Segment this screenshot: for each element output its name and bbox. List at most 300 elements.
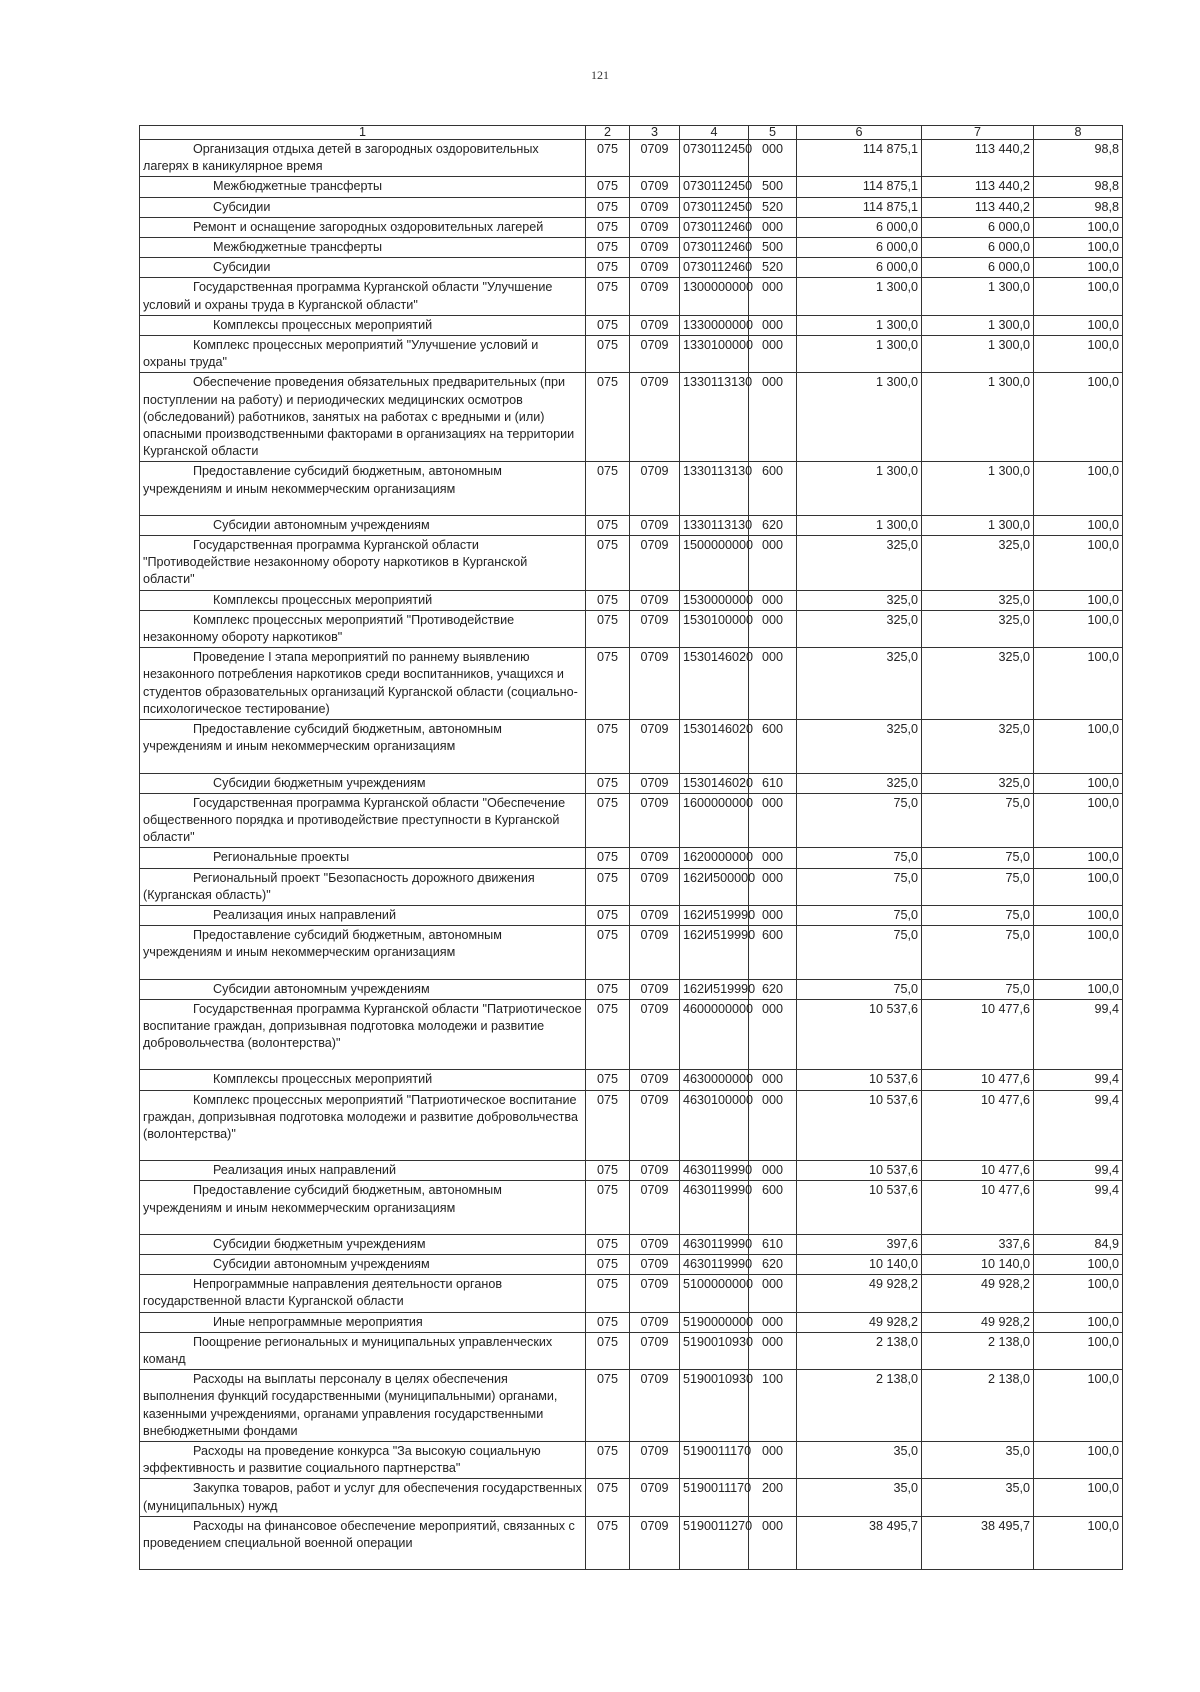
percent-cell: 98,8 (1034, 197, 1123, 217)
plan-value-cell: 10 537,6 (797, 999, 922, 1070)
actual-value-cell: 6 000,0 (922, 258, 1034, 278)
item-name: Межбюджетные трансферты (213, 240, 383, 255)
percent-cell: 99,4 (1034, 999, 1123, 1070)
percent-cell: 100,0 (1034, 515, 1123, 535)
column-header: 5 (749, 126, 797, 140)
plan-value-cell: 1 300,0 (797, 462, 922, 515)
table-row (140, 373, 1123, 462)
expense-type-cell: 000 (749, 1312, 797, 1332)
plan-value-cell: 35,0 (797, 1479, 922, 1516)
percent-cell: 99,4 (1034, 1070, 1123, 1090)
plan-value-cell: 75,0 (797, 905, 922, 925)
section-code-cell: 0709 (630, 1161, 680, 1181)
item-name: Реализация иных направлений (213, 907, 396, 922)
column-header: 8 (1034, 126, 1123, 140)
actual-value-cell: 1 300,0 (922, 515, 1034, 535)
column-header: 1 (140, 126, 586, 140)
item-name-cell (140, 1332, 586, 1369)
item-name: Иные непрограммные мероприятия (213, 1314, 423, 1329)
actual-value-cell: 10 477,6 (922, 1161, 1034, 1181)
table-row (140, 1442, 1123, 1479)
percent-cell: 100,0 (1034, 1275, 1123, 1312)
section-code-cell: 0709 (630, 999, 680, 1070)
actual-value-cell: 49 928,2 (922, 1312, 1034, 1332)
department-code-cell: 075 (586, 258, 630, 278)
actual-value-cell: 325,0 (922, 536, 1034, 591)
item-name: Региональные проекты (213, 850, 350, 865)
section-code-cell: 0709 (630, 238, 680, 258)
expense-type-cell: 000 (749, 315, 797, 335)
expense-type-cell: 000 (749, 336, 797, 373)
expense-type-cell: 520 (749, 197, 797, 217)
expense-type-cell: 000 (749, 536, 797, 591)
section-code-cell: 0709 (630, 1332, 680, 1369)
actual-value-cell: 1 300,0 (922, 315, 1034, 335)
department-code-cell: 075 (586, 536, 630, 591)
department-code-cell: 075 (586, 140, 630, 177)
item-name: Проведение I этапа мероприятий по раннему выявлению незаконного потребления наркотиков среди воспитанников, учащихся и студентов образовательных организаций Курганской области (социально-психологическое тестирование) (143, 650, 578, 716)
item-name: Закупка товаров, работ и услуг для обеспечения государственных (муниципальных) нужд (143, 1481, 582, 1513)
percent-cell: 100,0 (1034, 590, 1123, 610)
item-name: Государственная программа Курганской области "Улучшение условий и охраны труда в Курганской области" (143, 280, 553, 312)
actual-value-cell: 6 000,0 (922, 217, 1034, 237)
item-name-cell (140, 373, 586, 462)
target-article-cell: 5190011170 (680, 1479, 749, 1516)
table-row (140, 1161, 1123, 1181)
target-article-cell: 1330113130 (680, 515, 749, 535)
table-row (140, 1275, 1123, 1312)
plan-value-cell: 325,0 (797, 610, 922, 647)
section-code-cell: 0709 (630, 1312, 680, 1332)
department-code-cell: 075 (586, 373, 630, 462)
department-code-cell: 075 (586, 1516, 630, 1569)
percent-cell: 100,0 (1034, 720, 1123, 773)
department-code-cell: 075 (586, 590, 630, 610)
expense-type-cell: 000 (749, 278, 797, 315)
department-code-cell: 075 (586, 1181, 630, 1234)
section-code-cell: 0709 (630, 979, 680, 999)
table-row (140, 1254, 1123, 1274)
expense-type-cell: 200 (749, 1479, 797, 1516)
table-row (140, 1234, 1123, 1254)
department-code-cell: 075 (586, 848, 630, 868)
target-article-cell: 162И519990 (680, 905, 749, 925)
item-name-cell (140, 140, 586, 177)
percent-cell: 84,9 (1034, 1234, 1123, 1254)
department-code-cell: 075 (586, 197, 630, 217)
department-code-cell: 075 (586, 1070, 630, 1090)
table-row (140, 979, 1123, 999)
expense-type-cell: 000 (749, 999, 797, 1070)
expense-type-cell: 100 (749, 1370, 797, 1442)
item-name-cell (140, 515, 586, 535)
table-row (140, 773, 1123, 793)
plan-value-cell: 10 537,6 (797, 1181, 922, 1234)
plan-value-cell: 6 000,0 (797, 258, 922, 278)
percent-cell: 99,4 (1034, 1090, 1123, 1161)
department-code-cell: 075 (586, 336, 630, 373)
section-code-cell: 0709 (630, 197, 680, 217)
percent-cell: 100,0 (1034, 315, 1123, 335)
target-article-cell: 5190010930 (680, 1370, 749, 1442)
plan-value-cell: 35,0 (797, 1442, 922, 1479)
item-name: Субсидии автономным учреждениям (213, 517, 430, 532)
table-row (140, 610, 1123, 647)
table-row (140, 1090, 1123, 1161)
target-article-cell: 0730112450 (680, 197, 749, 217)
table-row (140, 515, 1123, 535)
item-name: Ремонт и оснащение загородных оздоровительных лагерей (193, 219, 544, 234)
table-row (140, 1181, 1123, 1234)
plan-value-cell: 75,0 (797, 793, 922, 848)
actual-value-cell: 1 300,0 (922, 336, 1034, 373)
expense-type-cell: 000 (749, 1090, 797, 1161)
actual-value-cell: 113 440,2 (922, 197, 1034, 217)
item-name-cell (140, 238, 586, 258)
department-code-cell: 075 (586, 979, 630, 999)
target-article-cell: 1600000000 (680, 793, 749, 848)
plan-value-cell: 10 140,0 (797, 1254, 922, 1274)
section-code-cell: 0709 (630, 217, 680, 237)
table-row (140, 217, 1123, 237)
actual-value-cell: 10 477,6 (922, 999, 1034, 1070)
expense-type-cell: 000 (749, 1516, 797, 1569)
actual-value-cell: 75,0 (922, 848, 1034, 868)
expense-type-cell: 000 (749, 848, 797, 868)
target-article-cell: 1330113130 (680, 462, 749, 515)
actual-value-cell: 2 138,0 (922, 1370, 1034, 1442)
department-code-cell: 075 (586, 1442, 630, 1479)
expense-type-cell: 600 (749, 720, 797, 773)
table-row (140, 336, 1123, 373)
item-name-cell (140, 1070, 586, 1090)
section-code-cell: 0709 (630, 462, 680, 515)
item-name-cell (140, 793, 586, 848)
item-name-cell (140, 648, 586, 720)
percent-cell: 100,0 (1034, 1332, 1123, 1369)
expense-type-cell: 620 (749, 515, 797, 535)
table-row (140, 868, 1123, 905)
plan-value-cell: 75,0 (797, 868, 922, 905)
item-name-cell (140, 1161, 586, 1181)
item-name: Реализация иных направлений (213, 1163, 396, 1178)
department-code-cell: 075 (586, 315, 630, 335)
section-code-cell: 0709 (630, 1275, 680, 1312)
section-code-cell: 0709 (630, 1479, 680, 1516)
actual-value-cell: 113 440,2 (922, 177, 1034, 197)
item-name-cell (140, 197, 586, 217)
plan-value-cell: 10 537,6 (797, 1161, 922, 1181)
target-article-cell: 5190010930 (680, 1332, 749, 1369)
plan-value-cell: 114 875,1 (797, 177, 922, 197)
target-article-cell: 4630119990 (680, 1161, 749, 1181)
table-row (140, 1312, 1123, 1332)
table-row (140, 648, 1123, 720)
item-name-cell (140, 999, 586, 1070)
item-name: Комплексы процессных мероприятий (213, 592, 433, 607)
department-code-cell: 075 (586, 177, 630, 197)
percent-cell: 100,0 (1034, 258, 1123, 278)
plan-value-cell: 75,0 (797, 926, 922, 979)
percent-cell: 100,0 (1034, 278, 1123, 315)
department-code-cell: 075 (586, 773, 630, 793)
expense-type-cell: 000 (749, 610, 797, 647)
expense-type-cell: 610 (749, 773, 797, 793)
plan-value-cell: 114 875,1 (797, 140, 922, 177)
section-code-cell: 0709 (630, 373, 680, 462)
section-code-cell: 0709 (630, 926, 680, 979)
percent-cell: 99,4 (1034, 1161, 1123, 1181)
target-article-cell: 5190011270 (680, 1516, 749, 1569)
section-code-cell: 0709 (630, 1234, 680, 1254)
section-code-cell: 0709 (630, 1181, 680, 1234)
plan-value-cell: 1 300,0 (797, 315, 922, 335)
table-row (140, 197, 1123, 217)
target-article-cell: 1530146020 (680, 720, 749, 773)
percent-cell: 100,0 (1034, 1479, 1123, 1516)
section-code-cell: 0709 (630, 848, 680, 868)
plan-value-cell: 6 000,0 (797, 238, 922, 258)
target-article-cell: 1330113130 (680, 373, 749, 462)
item-name-cell (140, 720, 586, 773)
expense-type-cell: 000 (749, 1332, 797, 1369)
item-name: Межбюджетные трансферты (213, 179, 383, 194)
department-code-cell: 075 (586, 1254, 630, 1274)
percent-cell: 100,0 (1034, 868, 1123, 905)
item-name: Организация отдыха детей в загородных оздоровительных лагерях в каникулярное время (143, 142, 539, 174)
plan-value-cell: 397,6 (797, 1234, 922, 1254)
actual-value-cell: 75,0 (922, 793, 1034, 848)
actual-value-cell: 75,0 (922, 868, 1034, 905)
expense-type-cell: 000 (749, 648, 797, 720)
item-name: Предоставление субсидий бюджетным, автономным учреждениям и иным некоммерческим организациям (143, 1183, 502, 1215)
item-name: Комплекс процессных мероприятий "Патриотическое воспитание граждан, допризывная подготовка молодежи и развитие добровольчества (волонтерства)" (143, 1092, 578, 1141)
expense-type-cell: 600 (749, 1181, 797, 1234)
target-article-cell: 1530000000 (680, 590, 749, 610)
percent-cell: 100,0 (1034, 238, 1123, 258)
table-row (140, 536, 1123, 591)
target-article-cell: 1330000000 (680, 315, 749, 335)
plan-value-cell: 75,0 (797, 848, 922, 868)
column-header: 2 (586, 126, 630, 140)
item-name: Региональный проект "Безопасность дорожного движения (Курганская область)" (143, 870, 535, 902)
actual-value-cell: 35,0 (922, 1479, 1034, 1516)
item-name: Субсидии (213, 260, 271, 275)
plan-value-cell: 325,0 (797, 773, 922, 793)
percent-cell: 100,0 (1034, 462, 1123, 515)
plan-value-cell: 75,0 (797, 979, 922, 999)
target-article-cell: 0730112450 (680, 140, 749, 177)
actual-value-cell: 113 440,2 (922, 140, 1034, 177)
item-name: Предоставление субсидий бюджетным, автономным учреждениям и иным некоммерческим организациям (143, 722, 502, 754)
page-number: 121 (591, 68, 609, 82)
department-code-cell: 075 (586, 648, 630, 720)
percent-cell: 100,0 (1034, 648, 1123, 720)
item-name: Государственная программа Курганской области "Противодействие незаконному обороту наркотиков в Курганской области" (143, 538, 528, 587)
actual-value-cell: 75,0 (922, 905, 1034, 925)
percent-cell: 100,0 (1034, 1370, 1123, 1442)
expense-type-cell: 000 (749, 905, 797, 925)
department-code-cell: 075 (586, 905, 630, 925)
column-header: 6 (797, 126, 922, 140)
item-name-cell (140, 1479, 586, 1516)
actual-value-cell: 1 300,0 (922, 278, 1034, 315)
table-row (140, 1516, 1123, 1569)
item-name: Комплекс процессных мероприятий "Противодействие незаконному обороту наркотиков" (143, 612, 515, 645)
table-body (140, 140, 1123, 1570)
department-code-cell: 075 (586, 217, 630, 237)
item-name: Субсидии автономным учреждениям (213, 1256, 430, 1271)
item-name-cell (140, 177, 586, 197)
table-row (140, 999, 1123, 1070)
target-article-cell: 1500000000 (680, 536, 749, 591)
item-name-cell (140, 536, 586, 591)
table-row (140, 905, 1123, 925)
target-article-cell: 4630119990 (680, 1181, 749, 1234)
expense-type-cell: 000 (749, 868, 797, 905)
item-name-cell (140, 590, 586, 610)
target-article-cell: 1530100000 (680, 610, 749, 647)
section-code-cell: 0709 (630, 793, 680, 848)
item-name-cell (140, 1516, 586, 1569)
target-article-cell: 162И519990 (680, 926, 749, 979)
percent-cell: 98,8 (1034, 177, 1123, 197)
actual-value-cell: 38 495,7 (922, 1516, 1034, 1569)
target-article-cell: 0730112460 (680, 238, 749, 258)
percent-cell: 100,0 (1034, 373, 1123, 462)
budget-table (139, 125, 1123, 1570)
item-name-cell (140, 1090, 586, 1161)
actual-value-cell: 49 928,2 (922, 1275, 1034, 1312)
item-name: Непрограммные направления деятельности органов государственной власти Курганской области (143, 1277, 503, 1309)
target-article-cell: 4630119990 (680, 1254, 749, 1274)
column-header: 4 (680, 126, 749, 140)
item-name: Субсидии бюджетным учреждениям (213, 1236, 426, 1251)
item-name-cell (140, 1181, 586, 1234)
section-code-cell: 0709 (630, 610, 680, 647)
table-row (140, 238, 1123, 258)
target-article-cell: 4600000000 (680, 999, 749, 1070)
item-name-cell (140, 610, 586, 647)
section-code-cell: 0709 (630, 258, 680, 278)
section-code-cell: 0709 (630, 1516, 680, 1569)
table-row (140, 590, 1123, 610)
actual-value-cell: 1 300,0 (922, 462, 1034, 515)
expense-type-cell: 000 (749, 1275, 797, 1312)
item-name: Комплекс процессных мероприятий "Улучшение условий и охраны труда" (143, 338, 539, 370)
percent-cell: 100,0 (1034, 926, 1123, 979)
plan-value-cell: 1 300,0 (797, 336, 922, 373)
item-name-cell (140, 1370, 586, 1442)
percent-cell: 100,0 (1034, 1442, 1123, 1479)
percent-cell: 100,0 (1034, 905, 1123, 925)
table-row (140, 278, 1123, 315)
item-name: Предоставление субсидий бюджетным, автономным учреждениям и иным некоммерческим организациям (143, 464, 502, 496)
section-code-cell: 0709 (630, 1442, 680, 1479)
expense-type-cell: 000 (749, 373, 797, 462)
item-name: Расходы на финансовое обеспечение мероприятий, связанных с проведением специальной военной операции (143, 1518, 575, 1551)
plan-value-cell: 2 138,0 (797, 1370, 922, 1442)
item-name: Поощрение региональных и муниципальных управленческих команд (143, 1334, 553, 1366)
column-header: 3 (630, 126, 680, 140)
percent-cell: 100,0 (1034, 1254, 1123, 1274)
item-name-cell (140, 315, 586, 335)
item-name: Обеспечение проведения обязательных предварительных (при поступлении на работу) и периодических медицинских осмотров (обследований) работников, занятых на работах с вредными и (или) опасными производственными факторами в организациях на территории Курганской области (143, 375, 575, 459)
actual-value-cell: 10 477,6 (922, 1070, 1034, 1090)
actual-value-cell: 1 300,0 (922, 373, 1034, 462)
expense-type-cell: 620 (749, 979, 797, 999)
section-code-cell: 0709 (630, 536, 680, 591)
percent-cell: 100,0 (1034, 793, 1123, 848)
section-code-cell: 0709 (630, 278, 680, 315)
target-article-cell: 5190011170 (680, 1442, 749, 1479)
target-article-cell: 4630100000 (680, 1090, 749, 1161)
section-code-cell: 0709 (630, 720, 680, 773)
percent-cell: 100,0 (1034, 979, 1123, 999)
item-name-cell (140, 905, 586, 925)
actual-value-cell: 75,0 (922, 979, 1034, 999)
plan-value-cell: 325,0 (797, 590, 922, 610)
item-name-cell (140, 462, 586, 515)
item-name-cell (140, 1442, 586, 1479)
expense-type-cell: 000 (749, 1442, 797, 1479)
plan-value-cell: 1 300,0 (797, 515, 922, 535)
target-article-cell: 0730112460 (680, 258, 749, 278)
actual-value-cell: 35,0 (922, 1442, 1034, 1479)
table-row (140, 177, 1123, 197)
item-name: Предоставление субсидий бюджетным, автономным учреждениям и иным некоммерческим организациям (143, 928, 502, 960)
actual-value-cell: 2 138,0 (922, 1332, 1034, 1369)
department-code-cell: 075 (586, 1332, 630, 1369)
target-article-cell: 1330100000 (680, 336, 749, 373)
expense-type-cell: 500 (749, 238, 797, 258)
percent-cell: 100,0 (1034, 610, 1123, 647)
percent-cell: 100,0 (1034, 536, 1123, 591)
table-row (140, 1332, 1123, 1369)
item-name: Расходы на проведение конкурса "За высокую социальную эффективность и развитие социального партнерства" (143, 1444, 541, 1476)
column-number-row (140, 126, 1123, 140)
plan-value-cell: 325,0 (797, 720, 922, 773)
plan-value-cell: 114 875,1 (797, 197, 922, 217)
expense-type-cell: 620 (749, 1254, 797, 1274)
plan-value-cell: 49 928,2 (797, 1275, 922, 1312)
target-article-cell: 1530146020 (680, 773, 749, 793)
table-row (140, 720, 1123, 773)
section-code-cell: 0709 (630, 315, 680, 335)
table-row (140, 462, 1123, 515)
target-article-cell: 0730112450 (680, 177, 749, 197)
actual-value-cell: 10 477,6 (922, 1090, 1034, 1161)
section-code-cell: 0709 (630, 140, 680, 177)
percent-cell: 98,8 (1034, 140, 1123, 177)
percent-cell: 100,0 (1034, 773, 1123, 793)
section-code-cell: 0709 (630, 336, 680, 373)
target-article-cell: 5190000000 (680, 1312, 749, 1332)
plan-value-cell: 49 928,2 (797, 1312, 922, 1332)
item-name-cell (140, 336, 586, 373)
expense-type-cell: 600 (749, 462, 797, 515)
plan-value-cell: 10 537,6 (797, 1090, 922, 1161)
item-name: Субсидии автономным учреждениям (213, 981, 430, 996)
expense-type-cell: 000 (749, 1070, 797, 1090)
section-code-cell: 0709 (630, 773, 680, 793)
item-name-cell (140, 773, 586, 793)
table-row (140, 258, 1123, 278)
actual-value-cell: 325,0 (922, 648, 1034, 720)
expense-type-cell: 610 (749, 1234, 797, 1254)
actual-value-cell: 325,0 (922, 590, 1034, 610)
item-name-cell (140, 979, 586, 999)
